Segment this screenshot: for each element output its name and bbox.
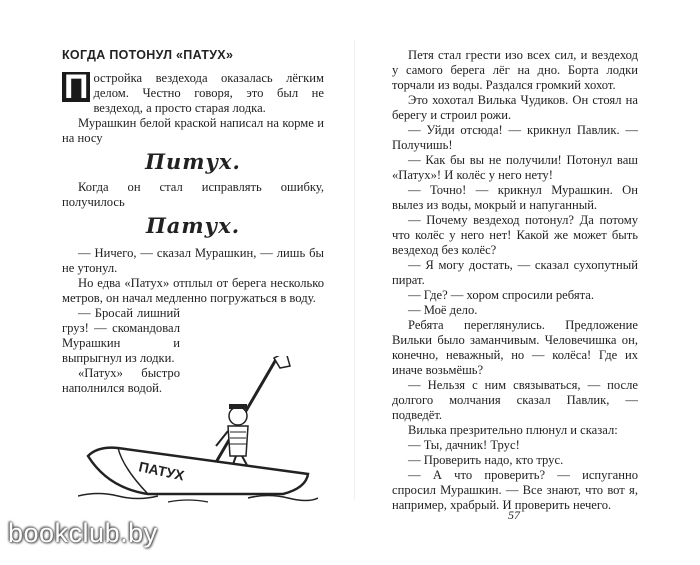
boat-illustration <box>78 356 318 506</box>
paragraph: — Точно! — крикнул Мурашкин. Он вылез из воды, мокрый и напуганный. <box>392 183 638 212</box>
paragraph: «Патух» быстро наполнился водой. <box>62 366 180 395</box>
paragraph: — Где? — хором спросили ребята. <box>408 288 595 302</box>
handwritten-word-1: Питух. <box>145 149 241 174</box>
paragraph: Это хохотал Вилька Чудиков. Он стоял на берегу и строил рожи. <box>392 93 638 122</box>
paragraph: Петя стал грести изо всех сил, и вездеход у самого берега лёг на дно. Борта лодки торчали из воды. Раздался громкий хохот. <box>392 48 638 92</box>
paragraph: — Ты, дачник! Трус! <box>408 438 520 452</box>
handwritten-word-2: Патух. <box>145 213 241 238</box>
page-number: 57 <box>508 508 520 522</box>
paragraph: П остройка вездехода оказалась лёгким делом. Честно говоря, это был не вездеход, а просто старая лодка. <box>64 68 324 115</box>
right-page <box>392 48 638 513</box>
paragraph: — Как бы вы не получили! Потонул ваш «Патух»! И колёс у него нету! <box>392 153 638 182</box>
boat-label: ПАТУХ <box>137 458 186 484</box>
paragraph: — Ничего, — сказал Мурашкин, — лишь бы не утонул. <box>62 246 324 275</box>
paragraph: Ребята переглянулись. Предложение Вильки было заманчивым. Человечишка он, конечно, неважный, но — колёса! Где их иначе возьмёшь? <box>392 318 638 377</box>
paragraph: — Я могу достать, — сказал сухопутный пират. <box>392 258 638 287</box>
paragraph: Когда он стал исправлять ошибку, получилось <box>62 180 324 209</box>
paragraph: — Проверить надо, кто трус. <box>408 453 564 467</box>
paragraph: — Почему вездеход потонул? Да потому что колёс у него нет! Какой же может быть вездеход без колёс? <box>392 213 638 257</box>
boat-illustration-area <box>62 366 324 484</box>
paragraph: — Нельзя с ним связываться, — после долгого молчания сказал Павлик, — подведёт. <box>392 378 638 422</box>
paragraph: — Бросай лишний груз! — скомандовал Мурашкин и выпрыгнул из лодки. <box>62 306 180 365</box>
paragraph: — Моё дело. <box>408 303 478 317</box>
chapter-title: КОГДА ПОТОНУЛ «ПАТУХ» <box>62 48 234 62</box>
paragraph: Мурашкин белой краской написал на корме и на носу <box>62 116 324 145</box>
page-gutter <box>354 40 355 500</box>
paragraph: Вилька презрительно плюнул и сказал: <box>408 423 618 437</box>
watermark-logo: bookclub.by <box>8 518 158 548</box>
drop-cap: П <box>64 68 89 106</box>
left-page <box>62 48 324 484</box>
paragraph: — Уйди отсюда! — крикнул Павлик. — Получишь! <box>392 123 638 152</box>
paragraph: — А что проверить? — испуганно спросил Мурашкин. — Все знают, что вот я, например, храбрый. И проверить нечего. <box>392 468 638 512</box>
paragraph: Но едва «Патух» отплыл от берега несколько метров, он начал медленно погружаться в воду. <box>62 276 324 305</box>
